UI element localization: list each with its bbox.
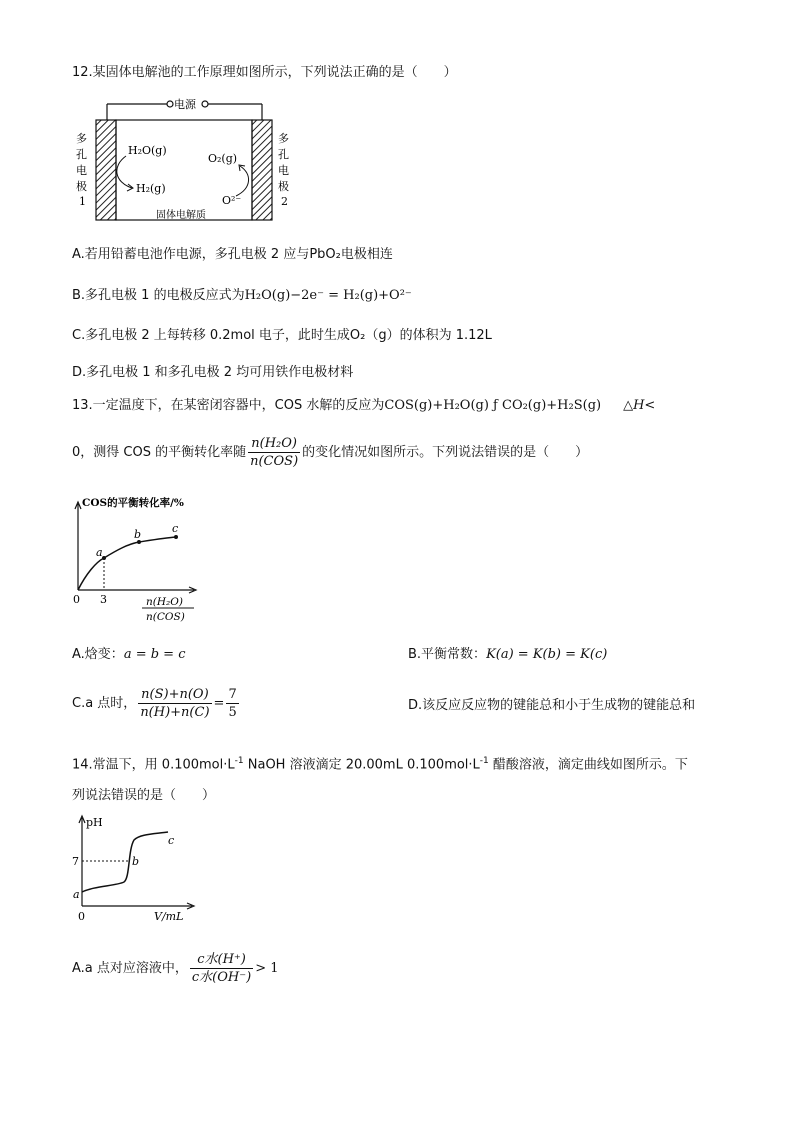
q13-origin: 0 [73, 593, 80, 606]
q14-option-a [72, 951, 278, 986]
q14-option-a-label: A.a 点对应溶液中， [72, 961, 188, 976]
q12-figure [72, 92, 302, 228]
q13-x-label-den: n(COS) [146, 611, 185, 623]
q14-stem-part1: 14.常温下，用 0.100mol·L [72, 757, 235, 773]
q14-y-axis-label: pH [86, 816, 103, 829]
q13-option-b [408, 646, 607, 664]
right-electrode-char-2: 孔 [278, 148, 289, 161]
q14-stem-part3: 醋酸溶液，滴定曲线如图所示。下 [488, 757, 688, 773]
left-electrode-char-5: 1 [79, 195, 86, 208]
q13-ratio-fraction [248, 435, 300, 470]
left-electrode-char-3: 电 [76, 164, 87, 177]
q13-option-b-equation: K(a) = K(b) = K(c) [486, 647, 608, 662]
q12-stem: 12.某固体电解池的工作原理如图所示，下列说法正确的是（ ） [72, 65, 457, 80]
right-electrode-char-3: 电 [278, 164, 289, 177]
species-h2o: H₂O(g) [128, 144, 167, 157]
q13-stem-line2 [72, 435, 588, 470]
q13-option-b-label: B.平衡常数： [408, 647, 487, 662]
q12-option-b-text: B.多孔电极 1 的电极反应式为 [72, 288, 245, 303]
power-source-label: 电源 [174, 98, 196, 111]
q13-x-label-num: n(H₂O) [146, 596, 183, 608]
q13-option-c-value [226, 686, 238, 721]
q14-point-c: c [168, 834, 175, 847]
q13-option-c-label: C.a 点时， [72, 696, 137, 711]
left-electrode-char-4: 极 [76, 180, 87, 193]
q13-option-c-fraction [138, 686, 211, 721]
left-electrode-char-2: 孔 [76, 148, 87, 161]
q14-chart [72, 810, 202, 925]
q14-unit-sup1: -1 [234, 756, 244, 766]
q14-origin: 0 [78, 910, 85, 923]
q14-stem-part2: NaOH 溶液滴定 20.00mL 0.100mol·L [243, 757, 480, 773]
species-o2: O₂(g) [208, 152, 238, 165]
q14-stem-line2: 列说法错误的是（ ） [72, 788, 216, 803]
q13-stem2-post: 的变化情况如图所示。下列说法错误的是（ ） [302, 445, 589, 460]
q12-option-b-equation: H₂O(g)−2e⁻ = H₂(g)+O²⁻ [244, 288, 412, 303]
q12-option-b [72, 287, 412, 305]
q13-ratio-numerator: n(H₂O) [248, 435, 300, 453]
porous-electrode-2 [252, 120, 272, 220]
right-electrode-char-5: 2 [281, 195, 288, 208]
arrow-o2minus-to-o2 [236, 166, 249, 196]
q13-point-c: c [172, 522, 179, 535]
q13-option-c-value-den: 5 [228, 705, 237, 720]
q14-x-axis-label: V/mL [154, 910, 184, 923]
porous-electrode-1 [96, 120, 116, 220]
species-o2minus: O²⁻ [222, 194, 242, 207]
q13-option-c-value-num: 7 [228, 687, 237, 702]
q13-point-a: a [96, 546, 103, 559]
q14-tick-7: 7 [72, 855, 79, 868]
q14-point-b: b [132, 855, 140, 868]
q13-stem2-pre: 0，测得 COS 的平衡转化率随 [72, 445, 247, 460]
q13-option-c-numerator: n(S)+n(O) [138, 686, 211, 704]
electrolyte-label: 固体电解质 [156, 210, 206, 221]
q12-option-a: A.若用铅蓄电池作电源，多孔电极 2 应与PbO₂电极相连 [72, 247, 393, 262]
q14-titration-curve [82, 832, 168, 892]
q14-option-a-tail: > 1 [255, 961, 279, 976]
left-electrode-char-1: 多 [76, 132, 87, 145]
q13-option-a-label: A.焓变： [72, 647, 124, 662]
q13-curve [78, 537, 176, 590]
q13-y-axis-label: COS的平衡转化率/% [82, 497, 184, 509]
q14-option-a-denominator: c水(OH⁻) [191, 970, 252, 985]
right-electrode-char-1: 多 [278, 132, 289, 145]
q14-option-a-fraction [190, 951, 253, 986]
q13-option-c-denominator: n(H)+n(C) [140, 705, 210, 720]
q14-option-a-numerator: c水(H⁺) [190, 951, 253, 969]
q14-point-a: a [73, 888, 80, 901]
q13-equation: COS(g)+H₂O(g) ƒ CO₂(g)+H₂S(g) [384, 398, 602, 413]
q14-stem-line1 [72, 752, 688, 774]
q13-stem-text: 13.一定温度下，在某密闭容器中，COS 水解的反应为 [72, 398, 385, 413]
arrow-h2o-to-h2 [117, 156, 132, 188]
right-electrode-char-4: 极 [278, 180, 289, 193]
q13-option-c [72, 686, 241, 721]
q13-tick-3: 3 [100, 593, 107, 606]
q12-option-d: D.多孔电极 1 和多孔电极 2 均可用铁作电极材料 [72, 365, 354, 380]
q13-option-a-equation: a = b = c [123, 647, 186, 662]
species-h2: H₂(g) [136, 182, 166, 195]
q12-option-c: C.多孔电极 2 上每转移 0.2mol 电子，此时生成O₂（g）的体积为 1.12L [72, 328, 492, 343]
q13-enthalpy: △H< [623, 398, 656, 413]
q13-stem-line1 [72, 397, 655, 415]
q13-option-d: D.该反应反应物的键能总和小于生成物的键能总和 [408, 698, 696, 713]
q13-ratio-denominator: n(COS) [250, 454, 299, 469]
q13-chart [72, 494, 212, 630]
q13-point-b: b [134, 528, 142, 541]
q13-option-a [72, 646, 185, 664]
q13-option-c-equals: = [213, 696, 225, 711]
q14-unit-sup2: -1 [479, 756, 489, 766]
